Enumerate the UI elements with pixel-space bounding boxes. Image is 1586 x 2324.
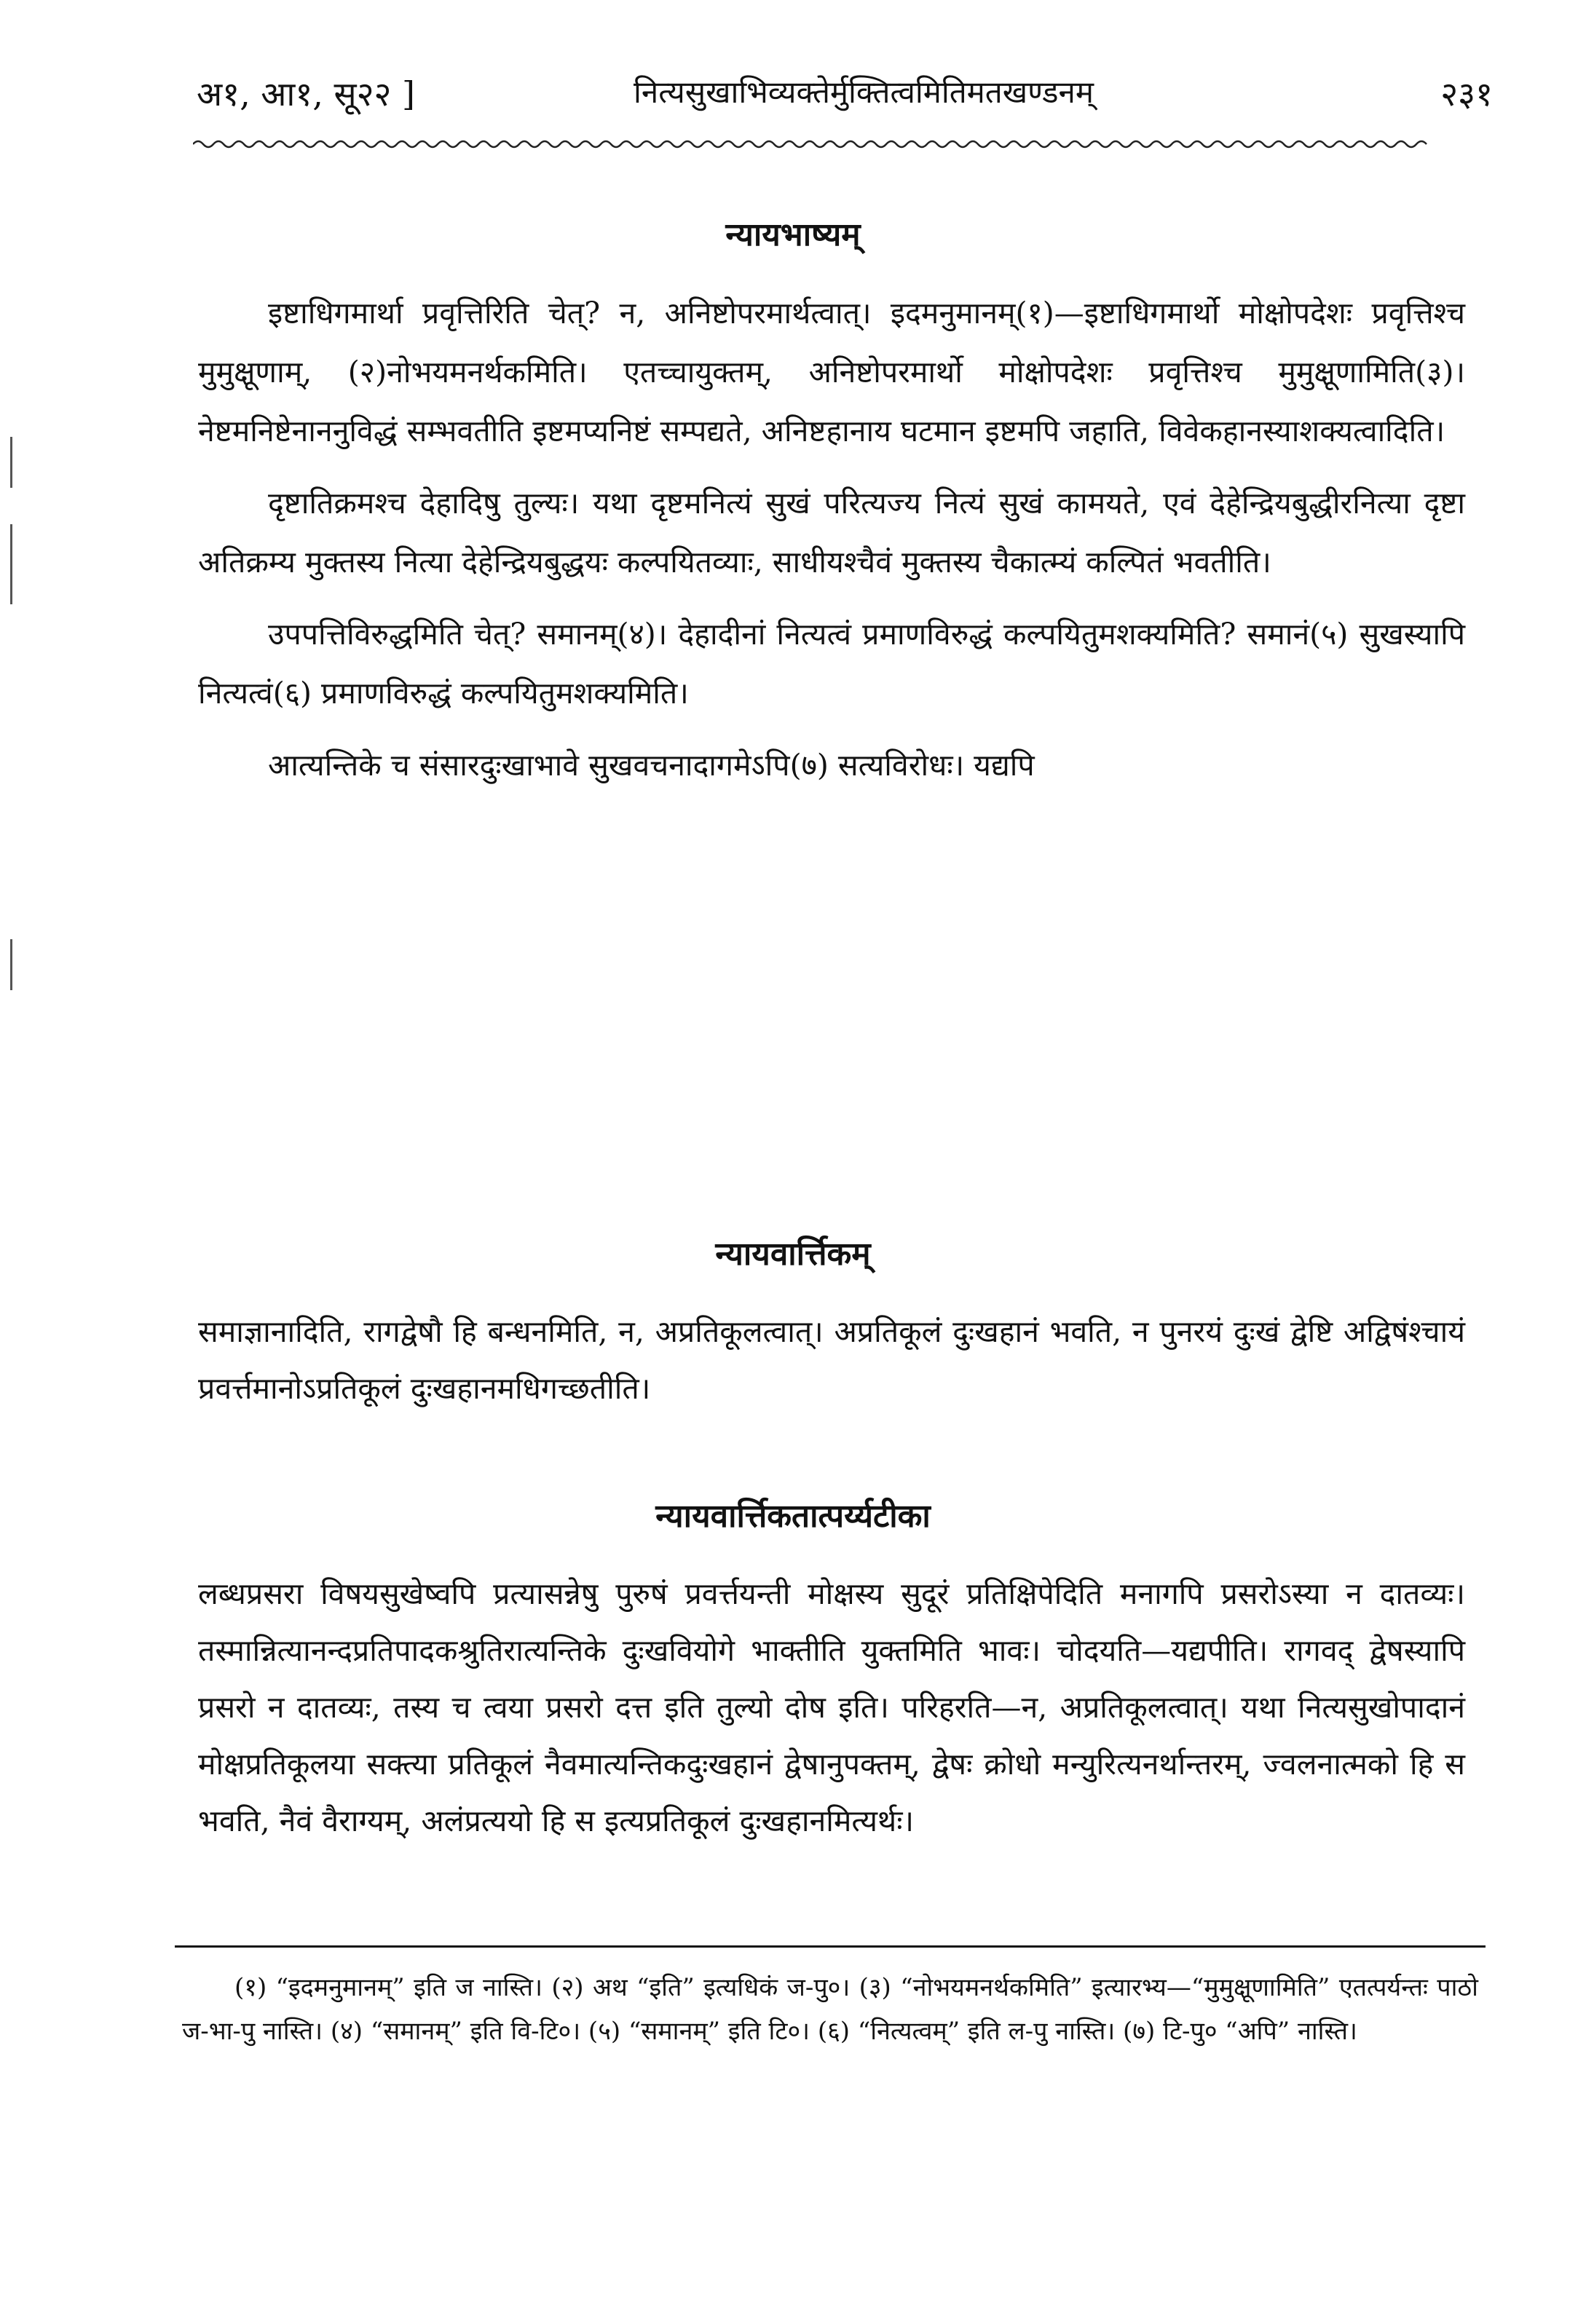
bhashya-paragraph: आत्यन्तिके च संसारदुःखाभावे सुखवचनादागमेऽपि(७) सत्यविरोधः। यद्यपि	[268, 748, 1035, 783]
tatparya-text	[198, 1565, 1465, 1849]
bhashya-paragraph: इष्टाधिगमार्था प्रवृत्तिरिति चेत्? न, अनिष्टोपरमार्थत्वात्। इदमनुमानम्(१)—इष्टाधिगमार्थो मोक्षोपदेशः प्रवृत्तिश्च मुमुक्षूणाम्, (२)नोभयमनर्थकमिति। एतच्चायुक्तम्, अनिष्टोपरमार्थो मोक्षोपदेशः प्रवृत्तिश्च मुमुक्षूणामिति(३)। नेष्टमनिष्टेनाननुविद्धं सम्भवतीति इष्टमप्यनिष्टं सम्पद्यते, अनिष्टहानाय घटमान इष्टमपि जहाति, विवेकहानस्याशक्यत्वादिति।	[198, 296, 1465, 448]
wavy-header-rule	[193, 137, 1489, 151]
running-title: नित्यसुखाभिव्यक्तेर्मुक्तित्वमितिमतखण्डनम्	[634, 74, 1094, 110]
bhashya-paragraph: उपपत्तिविरुद्धमिति चेत्? समानम्(४)। देहादीनां नित्यत्वं प्रमाणविरुद्धं कल्पयितुमशक्यमिति? समानं(५) सुखस्यापि नित्यत्वं(६) प्रमाणविरुद्धं कल्पयितुमशक्यमिति।	[198, 617, 1465, 711]
tatparya-paragraph: लब्धप्रसरा विषयसुखेष्वपि प्रत्यासन्नेषु पुरुषं प्रवर्त्तयन्ती मोक्षस्य सुदूरं प्रतिक्षिपेदिति मनागपि प्रसरोऽस्या न दातव्यः। तस्मान्नित्यानन्दप्रतिपादकश्रुतिरात्यन्तिके दुःखवियोगे भाक्तीति युक्तमिति भावः। चोदयति—यद्यपीति। रागवद् द्वेषस्यापि प्रसरो न दातव्यः, तस्य च त्वया प्रसरो दत्त इति तुल्यो दोष इति। परिहरति—न, अप्रतिकूलत्वात्। यथा नित्यसुखोपादानं मोक्षप्रतिकूलया सक्त्या प्रतिकूलं नैवमात्यन्तिकदुःखहानं द्वेषानुपक्तम्, द्वेषः क्रोधो मन्युरित्यनर्थान्तरम्, ज्वलनात्मको हि स भवति, नैवं वैराग्यम्, अलंप्रत्ययो हि स इत्यप्रतिकूलं दुःखहानमित्यर्थः।	[198, 1576, 1465, 1838]
tatparya-heading: न्यायवार्त्तिकतात्पर्य्यटीका	[655, 1498, 931, 1535]
margin-scan-mark	[10, 437, 12, 488]
footnote-divider	[175, 1945, 1486, 1948]
varttika-paragraph: समाज्ञानादिति, रागद्वेषौ हि बन्धनमिति, न, अप्रतिकूलत्वात्। अप्रतिकूलं दुःखहानं भवति, न पुनरयं दुःखं द्वेष्टि अद्विषंश्चायं प्रवर्त्तमानोऽप्रतिकूलं दुःखहानमधिगच्छतीति।	[198, 1314, 1465, 1406]
bhashya-paragraph: दृष्टातिक्रमश्च देहादिषु तुल्यः। यथा दृष्टमनित्यं सुखं परित्यज्य नित्यं सुखं कामयते, एवं देहेन्द्रियबुद्धीरनित्या दृष्टा अतिक्रम्य मुक्तस्य नित्या देहेन्द्रियबुद्धयः कल्पयितव्याः, साधीयश्चैवं मुक्तस्य चैकात्म्यं कल्पितं भवतीति।	[198, 486, 1465, 580]
footnote-text: (१) “इदमनुमानम्” इति ज नास्ति। (२) अथ “इति” इत्यधिकं ज-पु०। (३) “नोभयमनर्थकमिति” इत्यारभ्य—“मुमुक्षूणामिति” एतत्पर्यन्तः पाठो ज-भा-पु नास्ति। (४) “समानम्” इति वि-टि०। (५) “समानम्” इति टि०। (६) “नित्यत्वम्” इति ल-पु नास्ति। (७) टि-पु० “अपि” नास्ति।	[182, 1973, 1478, 2046]
page-number: २३१	[1440, 74, 1493, 114]
margin-scan-mark	[10, 939, 12, 990]
varttika-heading: न्यायवार्त्तिकम्	[715, 1236, 871, 1273]
bhashya-text	[198, 284, 1465, 795]
varttika-text	[198, 1303, 1465, 1417]
bhashya-heading: न्यायभाष्यम्	[725, 216, 861, 253]
running-header	[197, 62, 1493, 120]
section-reference: अ१, आ१, सू२२ ]	[197, 74, 415, 114]
footnotes	[182, 1966, 1478, 2053]
margin-scan-mark	[10, 524, 12, 604]
